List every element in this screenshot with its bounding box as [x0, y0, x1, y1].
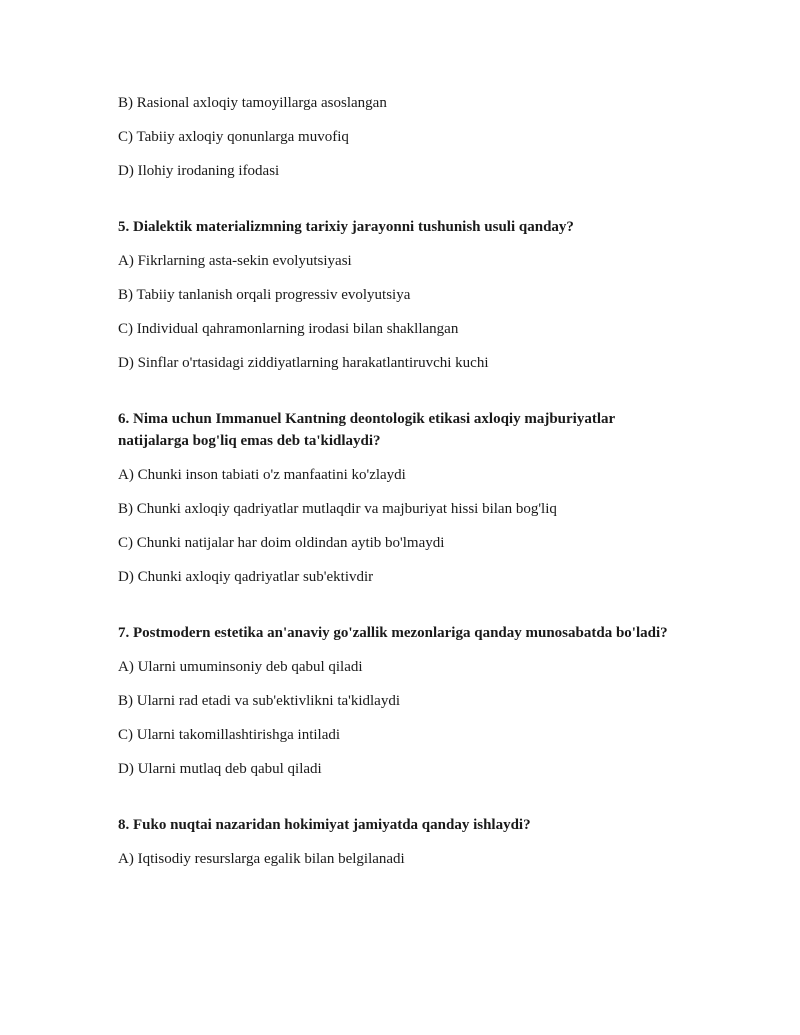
option-7c: C) Ularni takomillashtirishga intiladi [118, 727, 341, 743]
option-6c: C) Chunki natijalar har doim oldindan aytib bo'lmaydi [118, 535, 445, 551]
option-6a: A) Chunki inson tabiati o'z manfaatini ko'zlaydi [118, 467, 406, 483]
question-7: 7. Postmodern estetika an'anaviy go'zallik mezonlariga qanday munosabatda bo'ladi? [118, 625, 668, 641]
option-4c: C) Tabiiy axloqiy qonunlarga muvofiq [118, 129, 349, 145]
option-4b: B) Rasional axloqiy tamoyillarga asoslangan [118, 95, 387, 111]
option-7b: B) Ularni rad etadi va sub'ektivlikni ta'kidlaydi [118, 693, 401, 709]
option-4d: D) Ilohiy irodaning ifodasi [118, 163, 280, 179]
question-5: 5. Dialektik materializmning tarixiy jarayonni tushunish usuli qanday? [118, 219, 574, 235]
option-7a: A) Ularni umuminsoniy deb qabul qiladi [118, 659, 363, 675]
option-5c: C) Individual qahramonlarning irodasi bilan shakllangan [118, 321, 459, 337]
option-5b: B) Tabiiy tanlanish orqali progressiv evolyutsiya [118, 287, 411, 303]
document-page [118, 92, 678, 882]
question-8: 8. Fuko nuqtai nazaridan hokimiyat jamiyatda qanday ishlaydi? [118, 817, 531, 833]
option-5a: A) Fikrlarning asta-sekin evolyutsiyasi [118, 253, 352, 269]
option-8a: A) Iqtisodiy resurslarga egalik bilan belgilanadi [118, 851, 405, 867]
option-6b: B) Chunki axloqiy qadriyatlar mutlaqdir va majburiyat hissi bilan bog'liq [118, 501, 557, 517]
option-5d: D) Sinflar o'rtasidagi ziddiyatlarning harakatlantiruvchi kuchi [118, 355, 489, 371]
option-6d: D) Chunki axloqiy qadriyatlar sub'ektivdir [118, 569, 374, 585]
question-6: 6. Nima uchun Immanuel Kantning deontologik etikasi axloqiy majburiyatlar natijalarga bog'liq emas deb ta'kidlaydi? [118, 411, 615, 449]
option-7d: D) Ularni mutlaq deb qabul qiladi [118, 761, 322, 777]
